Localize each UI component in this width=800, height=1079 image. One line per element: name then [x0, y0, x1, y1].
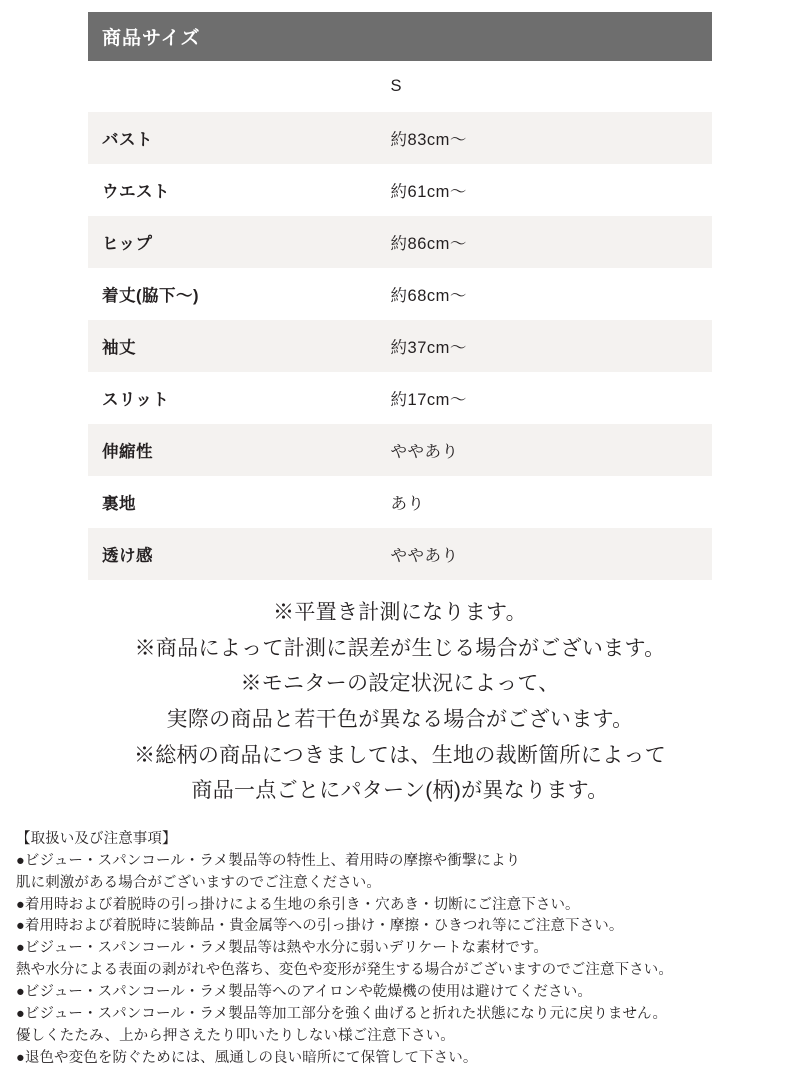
size-table-body — [88, 61, 712, 580]
row-label: 袖丈 — [88, 320, 377, 372]
table-header-row — [88, 61, 712, 112]
row-value: 約37cm〜 — [377, 320, 712, 372]
caution-line: ●着用時および着脱時に装飾品・貴金属等への引っ掛け・摩擦・ひきつれ等にご注意下さい。 — [16, 918, 624, 935]
caution-heading: 【取扱い及び注意事項】 — [16, 830, 177, 847]
table-row — [88, 268, 712, 320]
caution-line: 優しくたたみ、上から押さえたり叩いたりしない様ご注意下さい。 — [16, 1027, 455, 1044]
caution-line: ●ビジュー・スパンコール・ラメ製品等の特性上、着用時の摩擦や衝撃により — [16, 852, 521, 869]
column-header-size-s: S — [377, 61, 712, 112]
row-label: スリット — [88, 372, 377, 424]
row-value: 約61cm〜 — [377, 164, 712, 216]
caution-line: ●退色や変色を防ぐためには、風通しの良い暗所にて保管して下さい。 — [16, 1049, 478, 1066]
table-row — [88, 320, 712, 372]
caution-line: 肌に刺激がある場合がございますのでご注意ください。 — [16, 874, 381, 891]
caution-line: ●ビジュー・スパンコール・ラメ製品等加工部分を強く曲げると折れた状態になり元に戻りません。 — [16, 1005, 668, 1022]
table-row — [88, 528, 712, 580]
note-line: ※モニターの設定状況によって、 — [240, 672, 560, 696]
size-table — [88, 12, 712, 580]
note-line: ※商品によって計測に誤差が生じる場合がございます。 — [134, 636, 666, 660]
measurement-notes — [0, 598, 800, 807]
row-label: バスト — [88, 112, 377, 164]
caution-line: ●着用時および着脱時の引っ掛けによる生地の糸引き・穴あき・切断にご注意下さい。 — [16, 896, 580, 913]
column-header-label — [88, 61, 377, 112]
row-label: ヒップ — [88, 216, 377, 268]
table-row — [88, 216, 712, 268]
row-label: ウエスト — [88, 164, 377, 216]
row-value: 約68cm〜 — [377, 268, 712, 320]
handling-caution-block — [0, 829, 800, 1069]
size-table-title: 商品サイズ — [88, 12, 712, 61]
table-row — [88, 424, 712, 476]
table-row — [88, 476, 712, 528]
caution-line: ●ビジュー・スパンコール・ラメ製品等は熱や水分に弱いデリケートな素材です。 — [16, 940, 548, 957]
table-row — [88, 164, 712, 216]
row-label: 裏地 — [88, 476, 377, 528]
row-value: ややあり — [377, 528, 712, 580]
row-value: あり — [377, 476, 712, 528]
note-line: ※総柄の商品につきましては、生地の裁断箇所によって — [133, 743, 667, 767]
row-label: 伸縮性 — [88, 424, 377, 476]
row-label: 透け感 — [88, 528, 377, 580]
note-line: ※平置き計測になります。 — [273, 601, 527, 624]
row-value: 約17cm〜 — [377, 372, 712, 424]
row-value: 約86cm〜 — [377, 216, 712, 268]
table-row — [88, 372, 712, 424]
note-line: 実際の商品と若干色が異なる場合がございます。 — [166, 707, 634, 731]
note-line: 商品一点ごとにパターン(柄)が異なります。 — [191, 779, 609, 803]
table-row — [88, 112, 712, 164]
row-value: 約83cm〜 — [377, 112, 712, 164]
product-size-document — [0, 12, 800, 1079]
row-label: 着丈(脇下〜) — [88, 268, 377, 320]
caution-line: ●ビジュー・スパンコール・ラメ製品等へのアイロンや乾燥機の使用は避けてください。 — [16, 984, 592, 1001]
caution-line: 熱や水分による表面の剥がれや色落ち、変色や変形が発生する場合がございますのでご注意下さい。 — [16, 962, 673, 979]
row-value: ややあり — [377, 424, 712, 476]
